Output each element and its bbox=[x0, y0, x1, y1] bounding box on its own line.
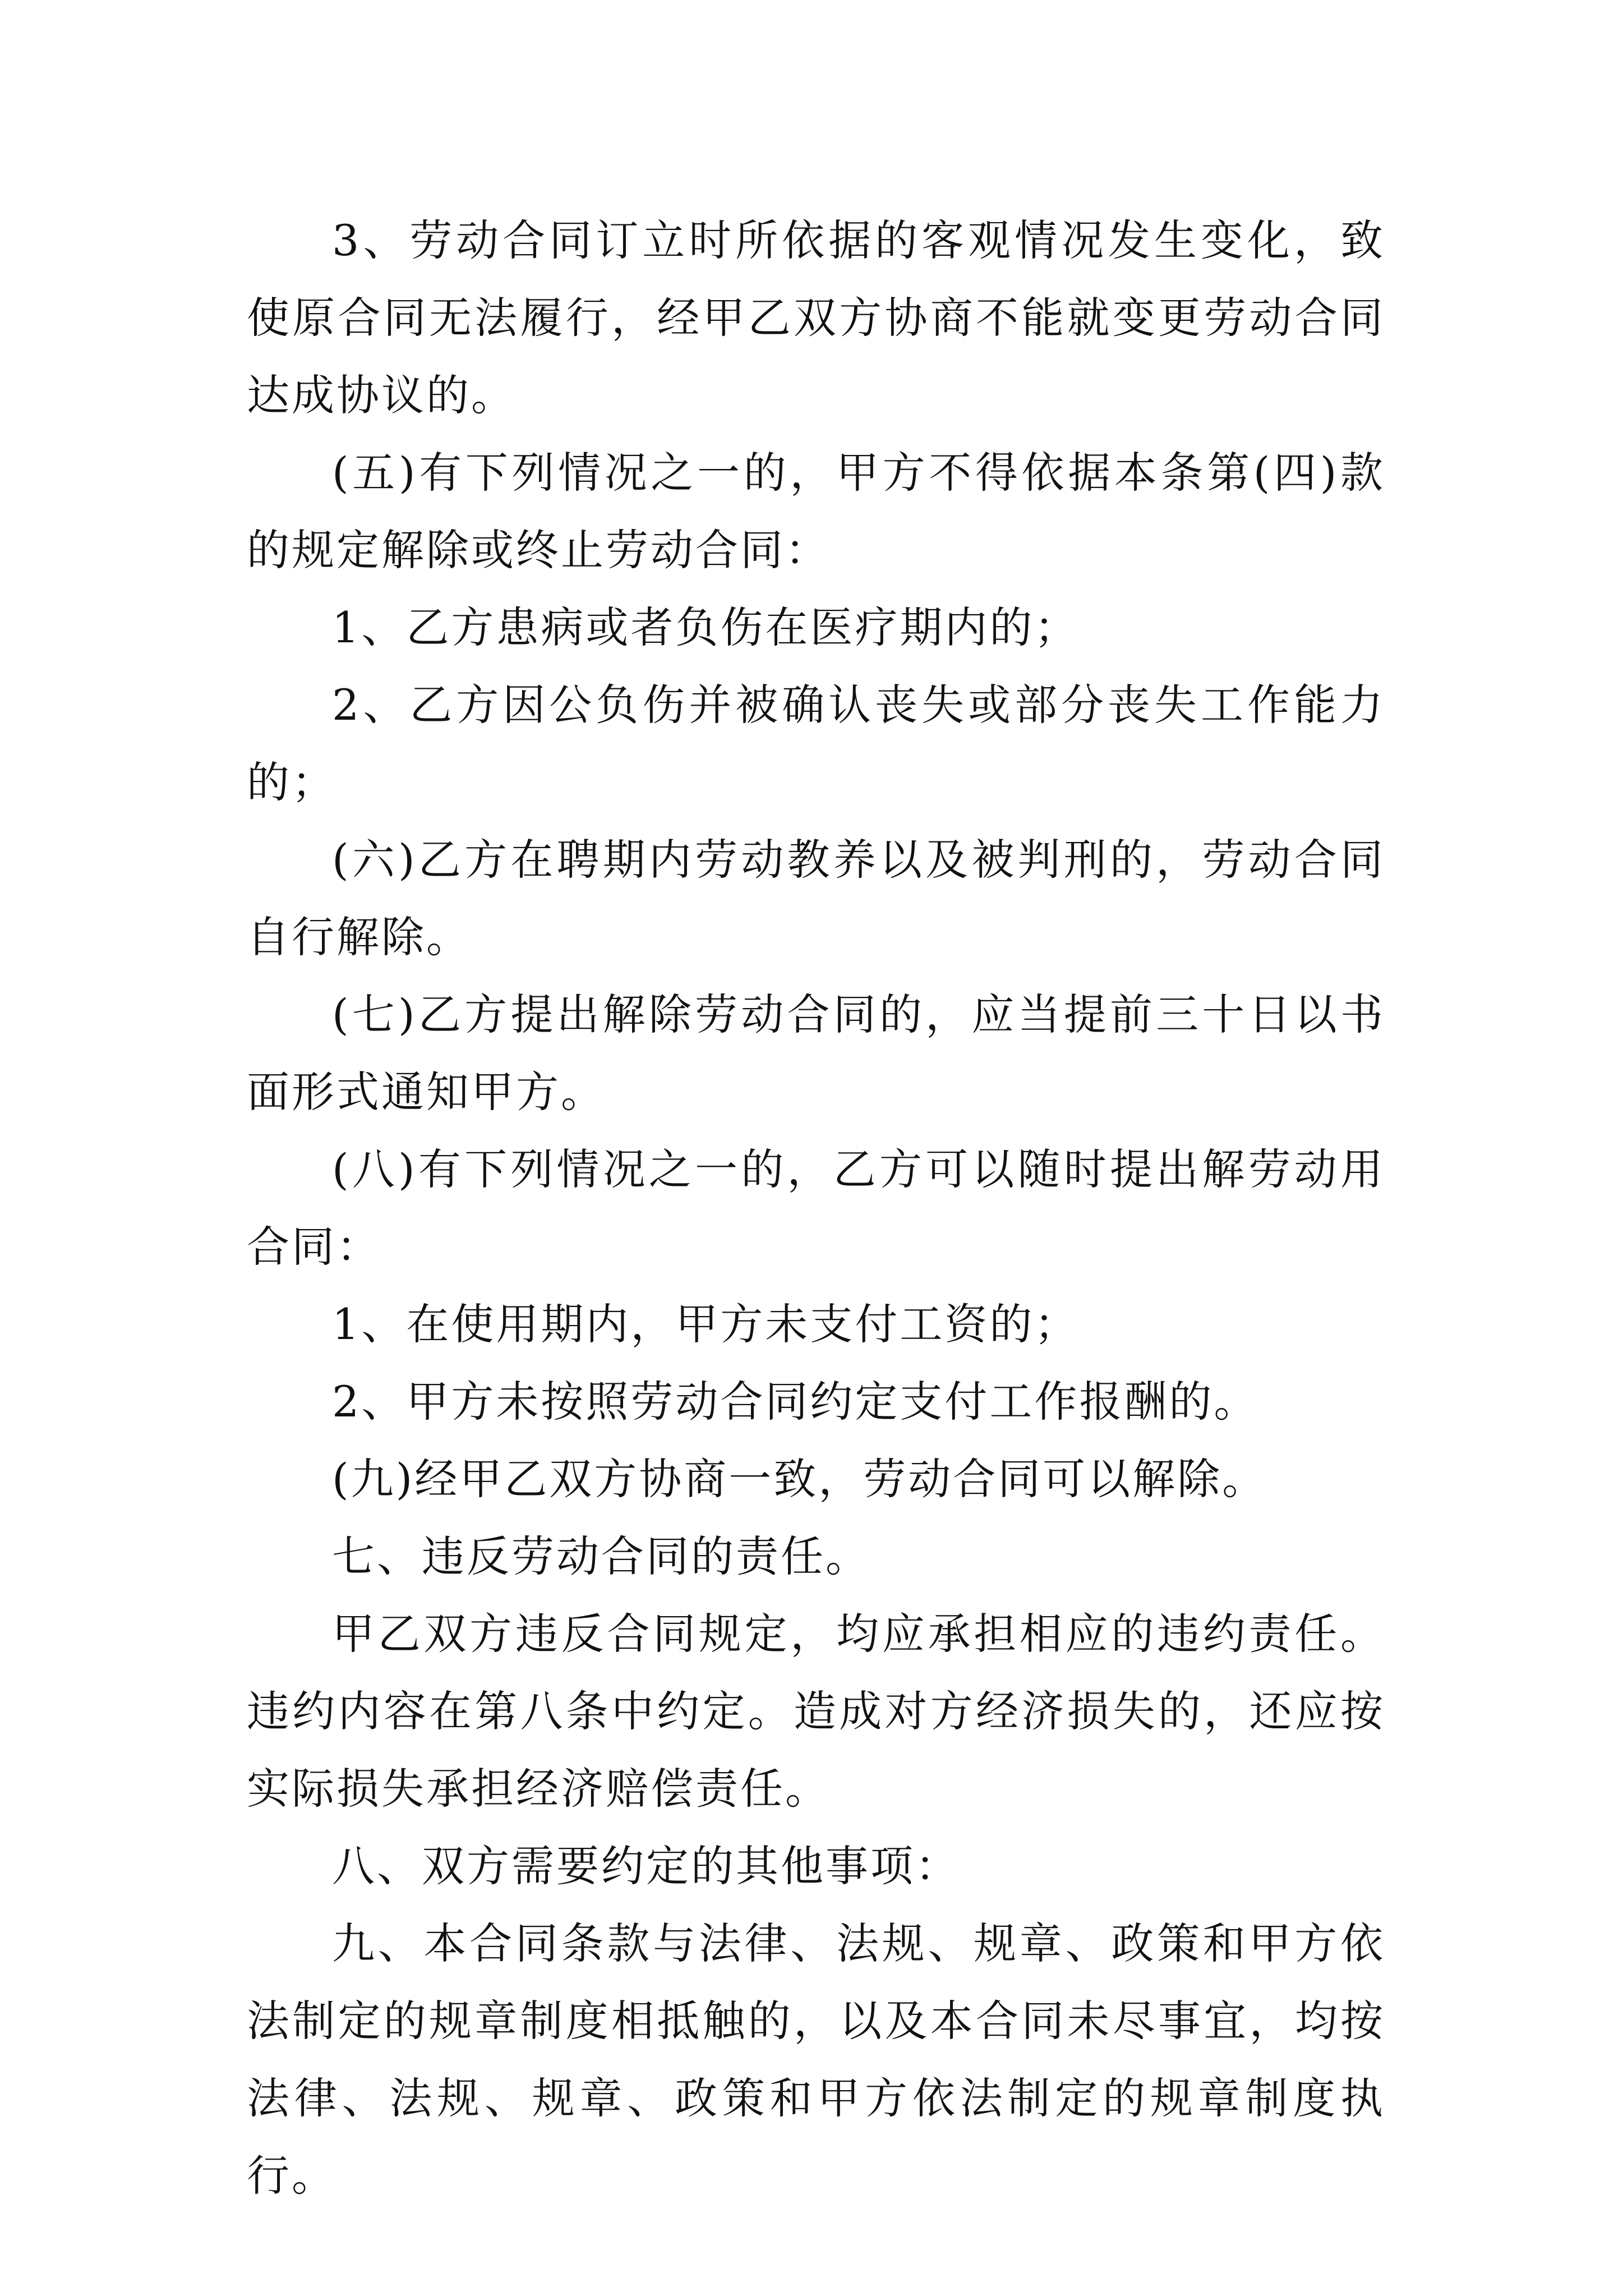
document-body bbox=[247, 202, 1385, 2215]
paragraph-clause-6: (六)乙方在聘期内劳动教养以及被判刑的，劳动合同自行解除。 bbox=[247, 835, 1385, 962]
paragraph-clause-3: 3、劳动合同订立时所依据的客观情况发生变化，致使原合同无法履行，经甲乙双方协商不能就变更劳动合同达成协议的。 bbox=[247, 215, 1385, 420]
paragraph-clause-8: (八)有下列情况之一的，乙方可以随时提出解劳动用合同： bbox=[247, 1144, 1385, 1272]
section-heading-7: 七、违反劳动合同的责任。 bbox=[332, 1531, 870, 1581]
paragraph-clause-9: (九)经甲乙双方协商一致，劳动合同可以解除。 bbox=[332, 1454, 1267, 1504]
paragraph-clause-8-item-2: 2、甲方未按照劳动合同约定支付工作报酬的。 bbox=[332, 1377, 1259, 1427]
paragraph-clause-5: (五)有下列情况之一的，甲方不得依据本条第(四)款的规定解除或终止劳动合同： bbox=[247, 448, 1385, 575]
paragraph-clause-8-item-1: 1、在使用期内，甲方未支付工资的； bbox=[332, 1299, 1080, 1349]
section-heading-9: 九、本合同条款与法律、法规、规章、政策和甲方依法制定的规章制度相抵触的，以及本合同未尽事宜，均按法律、法规、规章、政策和甲方依法制定的规章制度执行。 bbox=[247, 1918, 1385, 2201]
paragraph-clause-5-item-1: 1、乙方患病或者负伤在医疗期内的； bbox=[332, 602, 1080, 652]
section-heading-8: 八、双方需要约定的其他事项： bbox=[332, 1841, 960, 1891]
paragraph-section-7-body: 甲乙双方违反合同规定，均应承担相应的违约责任。违约内容在第八条中约定。造成对方经济损失的，还应按实际损失承担经济赔偿责任。 bbox=[247, 1609, 1385, 1814]
paragraph-clause-7: (七)乙方提出解除劳动合同的，应当提前三十日以书面形式通知甲方。 bbox=[247, 990, 1385, 1117]
paragraph-clause-5-item-2: 2、乙方因公负伤并被确认丧失或部分丧失工作能力的； bbox=[247, 680, 1385, 807]
